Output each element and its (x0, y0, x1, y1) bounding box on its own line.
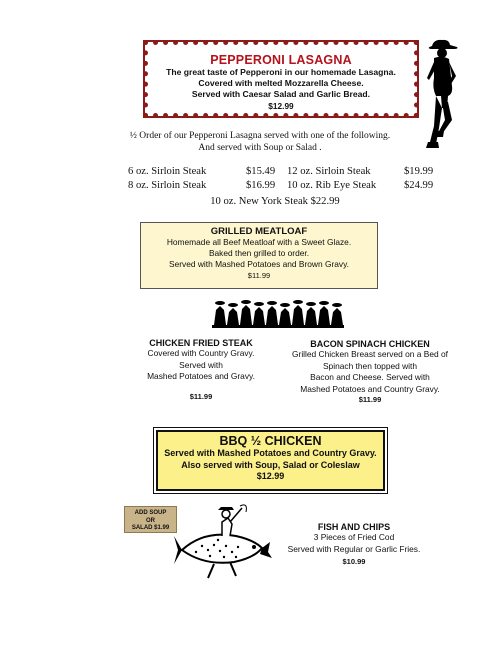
meatloaf-line-3: Served with Mashed Potatoes and Brown Gravy. (169, 259, 349, 269)
cowboy-silhouette-icon (418, 38, 468, 158)
steak-12oz-price: $19.99 (404, 166, 434, 177)
chicken-fried-line-1: Covered with Country Gravy. (147, 348, 255, 358)
half-order-line-2: And served with Soup or Salad . (198, 143, 322, 153)
grilled-meatloaf-box (140, 222, 378, 289)
pepperoni-lasagna-box (143, 40, 419, 118)
steak-8oz-price: $16.99 (246, 180, 276, 191)
cowboy-riding-fish-icon (174, 502, 274, 582)
fish-title: FISH AND CHIPS (317, 522, 391, 532)
chicken-fried-steak-section (128, 338, 274, 401)
bacon-spinach-line-1: Grilled Chicken Breast served on a Bed of (292, 349, 448, 359)
lasagna-desc-line-3: Served with Caesar Salad and Garlic Bread. (191, 89, 371, 99)
steak-6oz-name: 6 oz. Sirloin Steak (128, 166, 207, 177)
bacon-spinach-line-2: Spinach then topped with (322, 360, 418, 371)
lasagna-desc-line-2: Covered with melted Mozzarella Cheese. (198, 78, 364, 88)
bacon-spinach-chicken-section (292, 339, 448, 404)
add-soup-line-1: ADD SOUP (134, 510, 167, 516)
bbq-title: BBQ ½ CHICKEN (219, 434, 322, 448)
ribeye-name: 10 oz. Rib Eye Steak (287, 180, 377, 191)
bacon-spinach-title: BACON SPINACH CHICKEN (310, 339, 430, 349)
fish-price: $10.99 (342, 557, 366, 567)
meatloaf-price: $11.99 (247, 271, 271, 280)
fish-line-2: Served with Regular or Garlic Fries. (287, 543, 421, 554)
bacon-spinach-line-3: Bacon and Cheese. Served with (310, 372, 430, 383)
chicken-fried-price: $11.99 (189, 391, 213, 401)
bbq-half-chicken-box (156, 430, 385, 491)
lasagna-price: $12.99 (268, 101, 294, 111)
fish-and-chips-section (278, 522, 430, 566)
add-soup-line-3: SALAD $1.99 (131, 525, 170, 531)
bbq-line-2: Also served with Soup, Salad or Coleslaw (181, 459, 360, 470)
half-order-line-1: ½ Order of our Pepperoni Lasagna served with one of the following. (129, 131, 391, 141)
ribeye-price: $24.99 (404, 180, 434, 191)
bbq-price: $12.99 (256, 471, 285, 481)
meatloaf-title: GRILLED MEATLOAF (210, 226, 308, 237)
bacon-spinach-line-4: Mashed Potatoes and Country Gravy. (300, 383, 440, 394)
steak-8oz-name: 8 oz. Sirloin Steak (128, 180, 207, 191)
meatloaf-line-2: Baked then grilled to order. (208, 248, 310, 258)
chicken-fried-steak-title: CHICKEN FRIED STEAK (149, 338, 253, 348)
fish-line-1: 3 Pieces of Fried Cod (313, 532, 395, 542)
bacon-spinach-price: $11.99 (358, 395, 382, 405)
new-york-steak: 10 oz. New York Steak $22.99 (210, 196, 340, 207)
chicken-fried-line-3: Mashed Potatoes and Gravy. (147, 371, 255, 382)
add-soup-line-2: OR (146, 517, 155, 524)
bbq-line-1: Served with Mashed Potatoes and Country Gravy. (164, 448, 377, 458)
chicken-fried-line-2: Served with (179, 359, 223, 370)
lasagna-desc-line-1: The great taste of Pepperoni in our homemade Lasagna. (166, 67, 396, 77)
meatloaf-line-1: Homemade all Beef Meatloaf with a Sweet Glaze. (166, 237, 352, 247)
cowboy-horsemen-silhouette-icon (212, 296, 344, 330)
steak-12oz-name: 12 oz. Sirloin Steak (287, 166, 371, 177)
pepperoni-lasagna-title: PEPPERONI LASAGNA (210, 53, 352, 67)
steak-6oz-price: $15.49 (246, 166, 276, 177)
half-order-description (120, 130, 400, 154)
add-soup-salad-badge (124, 506, 177, 533)
